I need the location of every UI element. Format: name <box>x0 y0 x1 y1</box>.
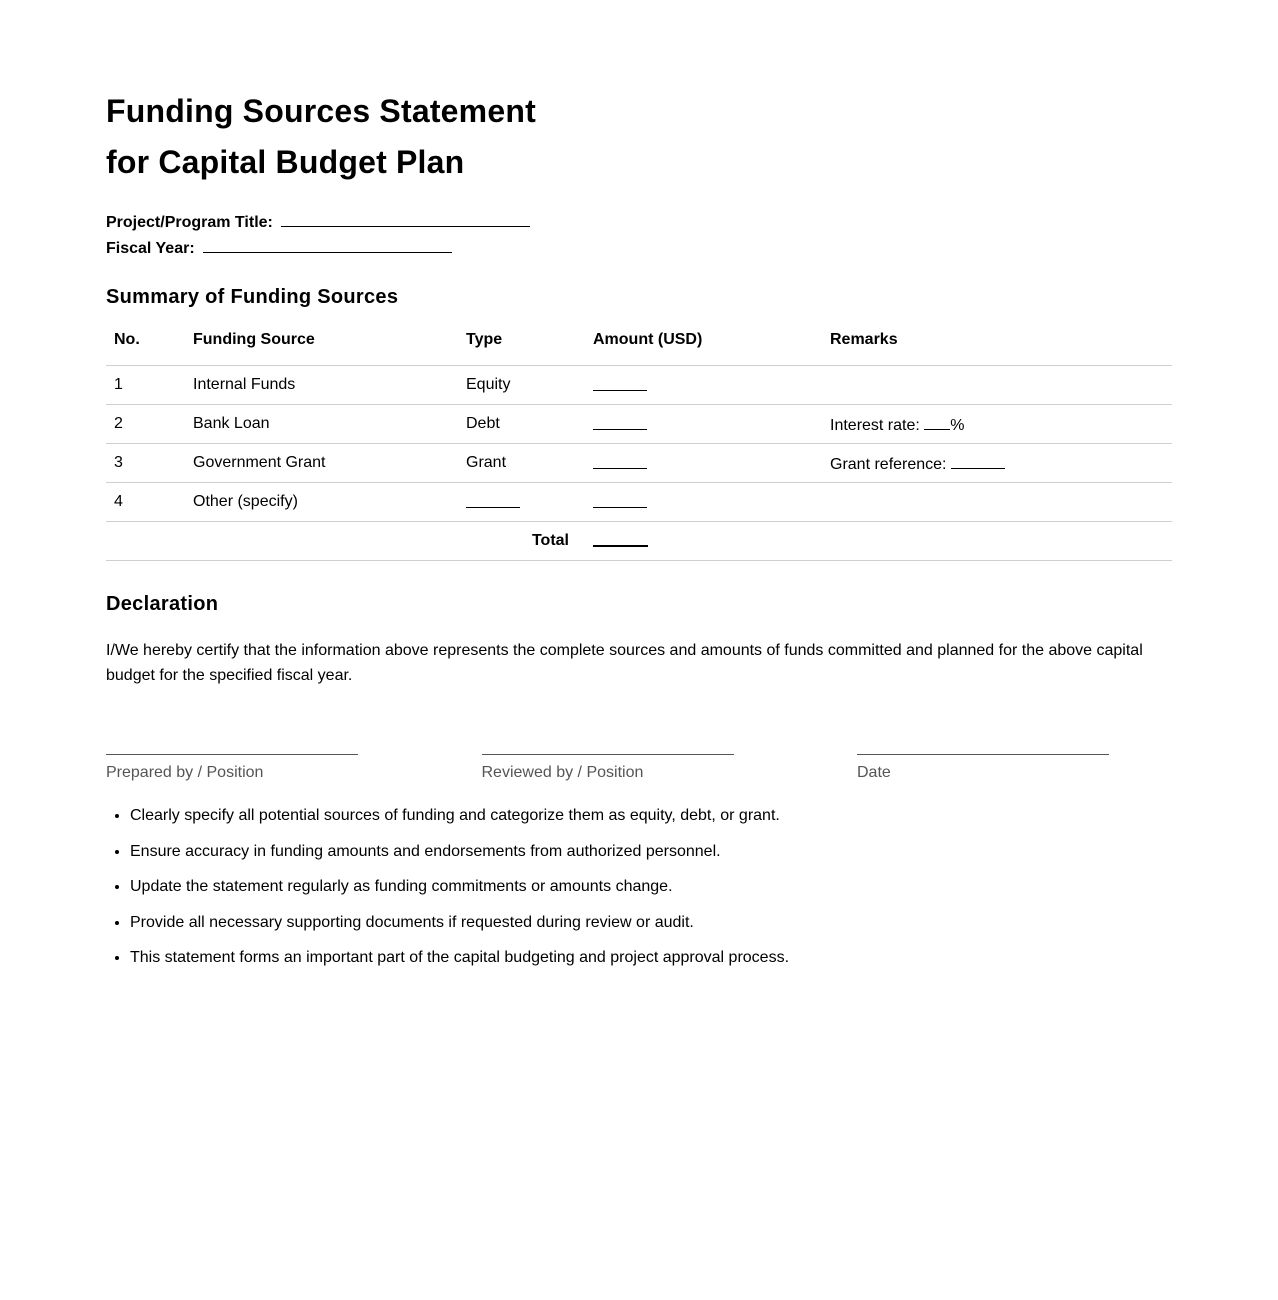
funding-source-cell: Internal Funds <box>185 366 458 405</box>
row-number: 4 <box>106 483 185 522</box>
total-row <box>106 522 1172 561</box>
prepared-by-label: Prepared by / Position <box>106 764 264 781</box>
reviewed-by-signature-line[interactable] <box>482 754 734 755</box>
amount-blank[interactable] <box>593 492 647 508</box>
title-line-2: for Capital Budget Plan <box>106 144 465 180</box>
reviewed-by-block <box>482 754 734 782</box>
list-item: • Update the statement regularly as funding commitments or amounts change. <box>130 877 1172 896</box>
total-amount-cell <box>585 522 822 561</box>
project-title-blank[interactable] <box>281 212 530 227</box>
summary-heading: Summary of Funding Sources <box>106 286 399 308</box>
amount-cell <box>585 444 822 483</box>
table-row <box>106 444 1172 483</box>
declaration-text: I/We hereby certify that the information above represents the complete sources and amounts of funds committed and planned for the above capital budget for the specified fiscal year. <box>106 642 1143 684</box>
amount-cell <box>585 405 822 444</box>
declaration-heading: Declaration <box>106 593 219 615</box>
list-item: • Provide all necessary supporting documents if requested during review or audit. <box>130 913 1172 932</box>
table-row <box>106 405 1172 444</box>
grant-reference-label: Grant reference: <box>830 455 947 473</box>
table-row <box>106 366 1172 405</box>
amount-cell <box>585 483 822 522</box>
row-number: 1 <box>106 366 185 405</box>
column-header-no: No. <box>106 331 185 366</box>
project-title-field <box>106 210 1172 236</box>
date-label: Date <box>857 764 891 781</box>
remarks-cell <box>822 444 1172 483</box>
interest-rate-blank[interactable] <box>924 414 950 430</box>
fiscal-year-blank[interactable] <box>203 238 452 253</box>
amount-blank[interactable] <box>593 414 647 430</box>
header-fields <box>106 210 1172 262</box>
column-header-amount: Amount (USD) <box>585 331 822 366</box>
row-number: 3 <box>106 444 185 483</box>
grant-reference-blank[interactable] <box>951 453 1005 469</box>
fiscal-year-field <box>106 236 1172 262</box>
funding-sources-table <box>106 331 1172 561</box>
document-title <box>106 86 1172 188</box>
column-header-remarks: Remarks <box>822 331 1172 366</box>
interest-rate-label: Interest rate: <box>830 416 920 434</box>
list-item: • Clearly specify all potential sources of funding and categorize them as equity, debt, or grant. <box>130 806 1172 825</box>
list-item: • Ensure accuracy in funding amounts and endorsements from authorized personnel. <box>130 842 1172 861</box>
title-line-1: Funding Sources Statement <box>106 93 536 129</box>
total-remarks-cell <box>822 522 1172 561</box>
amount-blank[interactable] <box>593 375 647 391</box>
funding-source-cell: Government Grant <box>185 444 458 483</box>
type-cell: Grant <box>458 444 585 483</box>
funding-source-cell: Bank Loan <box>185 405 458 444</box>
fiscal-year-label: Fiscal Year: <box>106 240 195 257</box>
prepared-by-signature-line[interactable] <box>106 754 358 755</box>
type-blank[interactable] <box>466 492 520 508</box>
percent-sign: % <box>950 416 965 434</box>
remarks-cell <box>822 483 1172 522</box>
total-amount-blank[interactable] <box>593 530 648 547</box>
type-cell: Debt <box>458 405 585 444</box>
table-row <box>106 483 1172 522</box>
funding-source-cell: Other (specify) <box>185 483 458 522</box>
column-header-source: Funding Source <box>185 331 458 366</box>
project-title-label: Project/Program Title: <box>106 214 273 231</box>
reviewed-by-label: Reviewed by / Position <box>481 764 644 781</box>
prepared-by-block <box>106 754 358 782</box>
date-block <box>857 754 1109 782</box>
amount-blank[interactable] <box>593 453 647 469</box>
remarks-cell <box>822 366 1172 405</box>
list-item: • This statement forms an important part of the capital budgeting and project approval process. <box>130 948 1172 967</box>
row-number: 2 <box>106 405 185 444</box>
notes-list <box>106 806 1172 967</box>
remarks-cell <box>822 405 1172 444</box>
signature-row <box>106 754 1109 782</box>
total-label: Total <box>106 522 585 561</box>
type-cell: Equity <box>458 366 585 405</box>
amount-cell <box>585 366 822 405</box>
column-header-type: Type <box>458 331 585 366</box>
table-header-row <box>106 331 1172 366</box>
date-signature-line[interactable] <box>857 754 1109 755</box>
type-cell <box>458 483 585 522</box>
